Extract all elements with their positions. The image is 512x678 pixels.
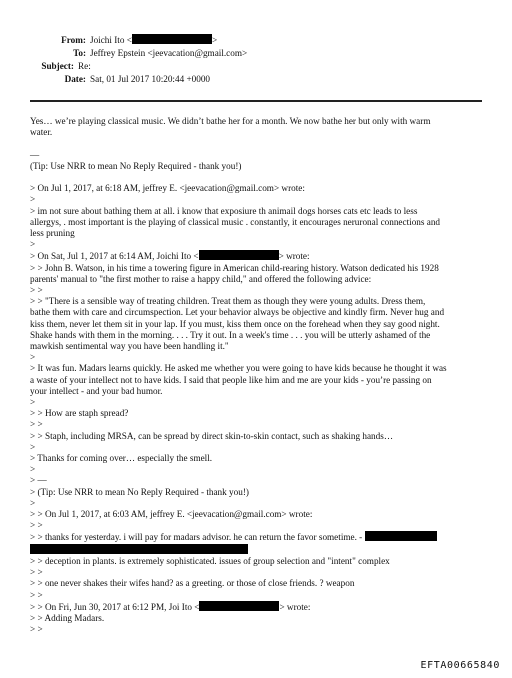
body-line: > > deception in plants. is extremely sophisticated. issues of group selection and "intent" complex <box>30 555 390 566</box>
body-line: > — <box>30 475 47 486</box>
body-line: > > <box>30 589 43 600</box>
from-value: Joichi Ito < > <box>90 35 218 45</box>
email-body <box>30 116 482 635</box>
body-line: (Tip: Use NRR to mean No Reply Required - thank you!) <box>30 160 242 171</box>
redaction-bar <box>199 601 279 611</box>
to-label: To: <box>73 48 86 58</box>
body-line: > > <box>30 624 43 635</box>
body-line: > > On Fri, Jun 30, 2017 at 6:12 PM, Joi Ito < > wrote: <box>30 601 311 612</box>
body-line: > <box>30 239 36 250</box>
body-line: a waste of your intellect not to have kids. I said that people like him and me are your kids - you’re passing on <box>30 374 432 385</box>
subject-value: Re: <box>78 61 91 71</box>
body-line: parents' manual to "the first mother to raise a happy child," and offered the following advice: <box>30 273 372 284</box>
from-label: From: <box>61 35 86 45</box>
body-line: kiss them, never let them sit in your lap. If you must, kiss them once on the forehead when they say good night. <box>30 318 440 329</box>
body-line: > <box>30 441 36 452</box>
body-line: less pruning <box>30 228 75 238</box>
body-line: > Thanks for coming over… especially the smell. <box>30 453 213 464</box>
body-line: > > John B. Watson, in his time a towering figure in American child-rearing history. Watson dedicated his 1928 <box>30 262 439 273</box>
body-line: bathe them with care and circumspection. Let your behavior always be objective and kindly firm. Never hug and <box>30 307 445 318</box>
body-line: Yes… we’re playing classical music. We didn’t bathe her for a month. We now bathe her but only with warm <box>30 116 431 126</box>
body-line <box>30 544 482 556</box>
body-line: > im not sure about bathing them at all. i know that exposiure th animail dogs horses cats etc leads to less <box>30 205 418 216</box>
body-line: > <box>30 464 36 475</box>
body-line: > > <box>30 419 43 430</box>
body-line: > <box>30 497 36 508</box>
body-line: — <box>30 149 40 160</box>
redaction-bar <box>30 544 248 554</box>
body-line: > On Sat, Jul 1, 2017 at 6:14 AM, Joichi Ito < > wrote: <box>30 251 310 262</box>
body-line: > It was fun. Madars learns quickly. He asked me whether you were going to have kids because he thought it was <box>30 363 447 374</box>
body-line: > <box>30 352 36 363</box>
body-line: > > "There is a sensible way of treating children. Treat them as though they were young adults. Dress them, <box>30 296 426 307</box>
body-line: > > thanks for yesterday. i will pay for madars advisor. he can return the favor sometime. - <box>30 531 482 543</box>
subject-label: Subject: <box>41 61 74 71</box>
body-line: > > On Jul 1, 2017, at 6:03 AM, jeffrey E. <jeevacation@gmail.com> wrote: <box>30 509 313 520</box>
body-line: > > <box>30 567 43 578</box>
body-line: > > <box>30 285 43 296</box>
body-line: > (Tip: Use NRR to mean No Reply Required - thank you!) <box>30 486 249 497</box>
body-line: allergys, . most important is the playing of classical music . constantly, it encourages neruronal connections and <box>30 216 441 227</box>
to-value: Jeffrey Epstein <jeevacation@gmail.com> <box>90 48 248 58</box>
body-line: > > Adding Madars. <box>30 612 105 623</box>
body-line: > <box>30 194 36 205</box>
redaction-bar <box>365 531 437 541</box>
redaction-bar <box>199 250 279 260</box>
body-line: > On Jul 1, 2017, at 6:18 AM, jeffrey E. <jeevacation@gmail.com> wrote: <box>30 183 305 194</box>
redaction-bar <box>132 34 212 44</box>
body-line: > <box>30 397 36 408</box>
body-line: > > <box>30 520 43 531</box>
body-line: > > Staph, including MRSA, can be spread by direct skin-to-skin contact, such as shaking hands… <box>30 430 394 441</box>
document-id: EFTA00665840 <box>420 660 500 671</box>
body-line: > > one never shakes their wifes hand? as a greeting. or those of close friends. ? weapon <box>30 578 355 589</box>
body-line: mawkish sentimental way you have been handling it." <box>30 341 229 352</box>
body-line: > > How are staph spread? <box>30 408 129 419</box>
body-line: your intellect - and your bad humor. <box>30 385 163 396</box>
body-line: water. <box>30 127 53 138</box>
header-divider <box>30 100 482 102</box>
date-label: Date: <box>64 74 86 84</box>
body-line: Shake hands with them in the morning. . . . Try it out. In a week's time . . . you will be utterly ashamed of the <box>30 329 431 340</box>
date-value: Sat, 01 Jul 2017 10:20:44 +0000 <box>90 74 211 84</box>
